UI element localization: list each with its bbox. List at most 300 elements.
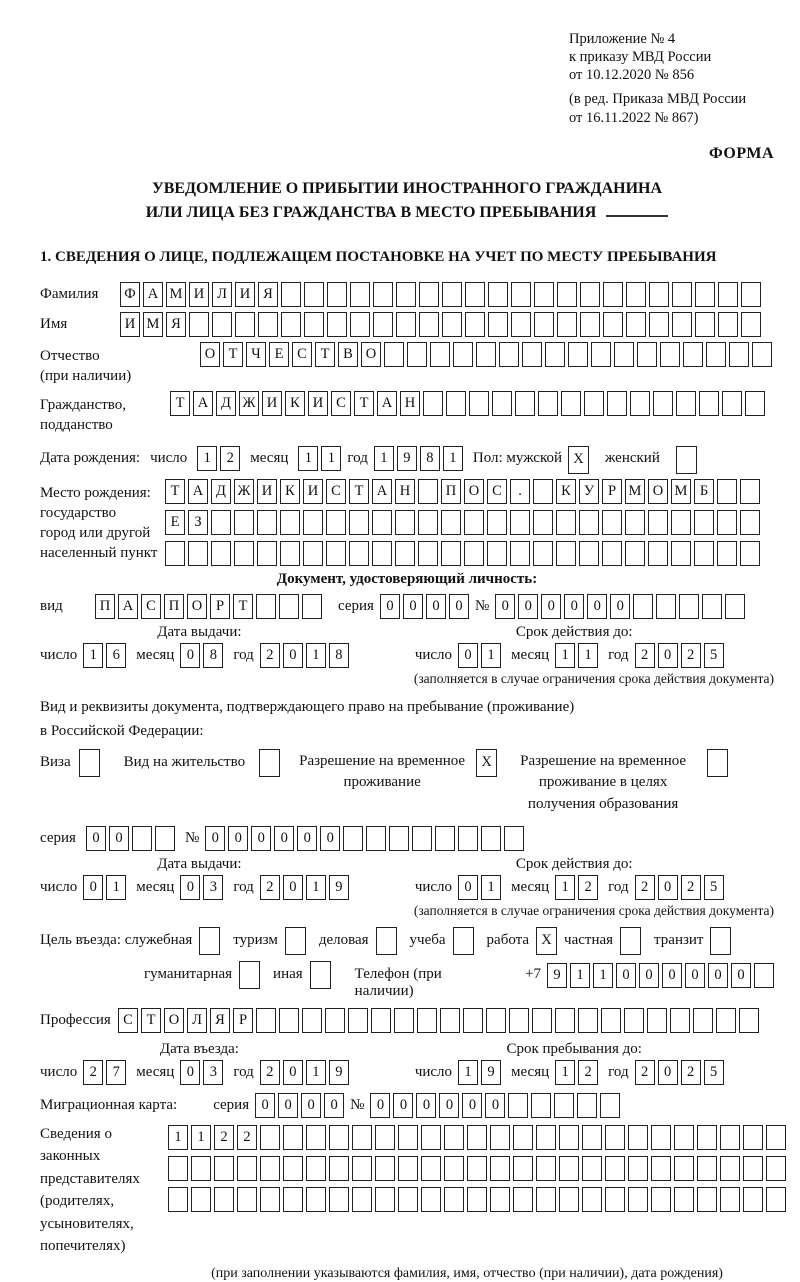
char-cell[interactable]: 0 (283, 643, 303, 668)
char-cell[interactable]: 0 (283, 1060, 303, 1085)
char-cell[interactable] (766, 1156, 786, 1181)
char-cell[interactable] (651, 1187, 671, 1212)
char-cell[interactable] (257, 510, 277, 535)
char-cell[interactable] (614, 342, 634, 367)
char-cell[interactable] (600, 1093, 620, 1118)
doc-valid-year-cells[interactable] (635, 643, 724, 668)
char-cell[interactable]: Д (211, 479, 231, 504)
char-cell[interactable] (533, 541, 553, 566)
char-cell[interactable] (329, 1125, 349, 1150)
visa-checkbox[interactable] (79, 749, 100, 777)
char-cell[interactable] (407, 342, 427, 367)
doc-type-cells[interactable] (95, 594, 322, 619)
char-cell[interactable] (580, 282, 600, 307)
char-cell[interactable] (509, 1008, 529, 1033)
char-cell[interactable]: Р (210, 594, 230, 619)
char-cell[interactable] (398, 1125, 418, 1150)
char-cell[interactable] (492, 391, 512, 416)
char-cell[interactable]: О (648, 479, 668, 504)
char-cell[interactable] (453, 342, 473, 367)
char-cell[interactable]: 1 (374, 446, 394, 471)
char-cell[interactable]: 0 (393, 1093, 413, 1118)
permit-issue-year-cells[interactable] (260, 875, 349, 900)
char-cell[interactable]: 9 (397, 446, 417, 471)
char-cell[interactable]: Д (216, 391, 236, 416)
char-cell[interactable]: 0 (639, 963, 659, 988)
char-cell[interactable] (513, 1187, 533, 1212)
char-cell[interactable] (584, 391, 604, 416)
char-cell[interactable] (421, 1187, 441, 1212)
char-cell[interactable] (647, 1008, 667, 1033)
char-cell[interactable] (211, 510, 231, 535)
char-cell[interactable] (706, 342, 726, 367)
char-cell[interactable] (679, 594, 699, 619)
char-cell[interactable]: 0 (255, 1093, 275, 1118)
char-cell[interactable] (754, 963, 774, 988)
profession-cells[interactable] (118, 1008, 759, 1033)
entry-month-cells[interactable] (180, 1060, 223, 1085)
char-cell[interactable]: 0 (205, 826, 225, 851)
char-cell[interactable]: С (292, 342, 312, 367)
char-cell[interactable] (235, 312, 255, 337)
doc-series-cells[interactable] (380, 594, 469, 619)
char-cell[interactable] (752, 342, 772, 367)
char-cell[interactable]: 0 (485, 1093, 505, 1118)
char-cell[interactable] (561, 391, 581, 416)
char-cell[interactable] (419, 312, 439, 337)
char-cell[interactable] (515, 391, 535, 416)
char-cell[interactable]: 3 (203, 875, 223, 900)
char-cell[interactable]: С (141, 594, 161, 619)
char-cell[interactable]: 2 (260, 643, 280, 668)
surname-cells[interactable] (120, 282, 761, 307)
char-cell[interactable]: 2 (681, 1060, 701, 1085)
char-cell[interactable] (371, 1008, 391, 1033)
char-cell[interactable] (555, 1008, 575, 1033)
char-cell[interactable] (191, 1187, 211, 1212)
char-cell[interactable] (582, 1125, 602, 1150)
char-cell[interactable] (508, 1093, 528, 1118)
permit-valid-month-cells[interactable] (555, 875, 598, 900)
phone-cells[interactable] (547, 963, 774, 988)
char-cell[interactable] (717, 541, 737, 566)
char-cell[interactable] (395, 510, 415, 535)
char-cell[interactable] (579, 510, 599, 535)
char-cell[interactable] (258, 312, 278, 337)
char-cell[interactable]: З (188, 510, 208, 535)
char-cell[interactable]: 1 (458, 1060, 478, 1085)
entry-year-cells[interactable] (260, 1060, 349, 1085)
char-cell[interactable]: М (671, 479, 691, 504)
char-cell[interactable]: Ж (234, 479, 254, 504)
char-cell[interactable] (444, 1156, 464, 1181)
char-cell[interactable] (212, 312, 232, 337)
char-cell[interactable]: Ч (246, 342, 266, 367)
char-cell[interactable]: 0 (658, 643, 678, 668)
char-cell[interactable] (580, 312, 600, 337)
char-cell[interactable] (720, 1156, 740, 1181)
char-cell[interactable] (189, 312, 209, 337)
char-cell[interactable] (741, 312, 761, 337)
char-cell[interactable] (676, 446, 697, 474)
char-cell[interactable] (533, 479, 553, 504)
char-cell[interactable] (486, 1008, 506, 1033)
doc-issue-month-cells[interactable] (180, 643, 223, 668)
char-cell[interactable] (304, 282, 324, 307)
char-cell[interactable] (155, 826, 175, 851)
char-cell[interactable] (603, 312, 623, 337)
char-cell[interactable] (720, 1125, 740, 1150)
char-cell[interactable] (384, 342, 404, 367)
char-cell[interactable] (628, 1156, 648, 1181)
char-cell[interactable] (602, 510, 622, 535)
char-cell[interactable] (522, 342, 542, 367)
char-cell[interactable]: Е (269, 342, 289, 367)
char-cell[interactable]: Т (354, 391, 374, 416)
char-cell[interactable]: Н (395, 479, 415, 504)
char-cell[interactable]: О (361, 342, 381, 367)
char-cell[interactable] (716, 1008, 736, 1033)
permit-issue-day-cells[interactable] (83, 875, 126, 900)
char-cell[interactable]: 0 (685, 963, 705, 988)
char-cell[interactable] (513, 1125, 533, 1150)
char-cell[interactable] (531, 1093, 551, 1118)
char-cell[interactable]: 0 (380, 594, 400, 619)
char-cell[interactable]: 0 (462, 1093, 482, 1118)
purpose-work-checkbox[interactable] (536, 927, 557, 955)
char-cell[interactable]: 1 (481, 643, 501, 668)
char-cell[interactable] (467, 1156, 487, 1181)
char-cell[interactable] (350, 282, 370, 307)
purpose-other-checkbox[interactable] (310, 961, 331, 989)
char-cell[interactable]: О (187, 594, 207, 619)
char-cell[interactable] (458, 826, 478, 851)
char-cell[interactable]: Ж (239, 391, 259, 416)
char-cell[interactable]: 1 (443, 446, 463, 471)
char-cell[interactable] (651, 1125, 671, 1150)
char-cell[interactable] (710, 927, 731, 955)
char-cell[interactable] (490, 1156, 510, 1181)
char-cell[interactable]: И (189, 282, 209, 307)
char-cell[interactable] (435, 826, 455, 851)
char-cell[interactable]: 0 (564, 594, 584, 619)
purpose-business-checkbox[interactable] (376, 927, 397, 955)
char-cell[interactable] (165, 541, 185, 566)
char-cell[interactable] (559, 1187, 579, 1212)
char-cell[interactable] (237, 1156, 257, 1181)
char-cell[interactable] (672, 312, 692, 337)
char-cell[interactable] (329, 1187, 349, 1212)
char-cell[interactable] (628, 1125, 648, 1150)
char-cell[interactable] (279, 1008, 299, 1033)
char-cell[interactable] (605, 1187, 625, 1212)
char-cell[interactable]: Т (165, 479, 185, 504)
representatives-row2-cells[interactable] (168, 1156, 786, 1181)
char-cell[interactable]: М (166, 282, 186, 307)
char-cell[interactable] (557, 282, 577, 307)
char-cell[interactable]: Т (349, 479, 369, 504)
char-cell[interactable]: 2 (681, 643, 701, 668)
char-cell[interactable]: 9 (329, 875, 349, 900)
char-cell[interactable]: 5 (704, 643, 724, 668)
char-cell[interactable] (626, 282, 646, 307)
char-cell[interactable] (695, 282, 715, 307)
char-cell[interactable] (191, 1156, 211, 1181)
char-cell[interactable]: О (164, 1008, 184, 1033)
char-cell[interactable] (329, 1156, 349, 1181)
char-cell[interactable] (306, 1156, 326, 1181)
char-cell[interactable] (306, 1187, 326, 1212)
char-cell[interactable] (743, 1156, 763, 1181)
char-cell[interactable] (366, 826, 386, 851)
char-cell[interactable]: 0 (251, 826, 271, 851)
char-cell[interactable] (695, 312, 715, 337)
char-cell[interactable] (718, 312, 738, 337)
char-cell[interactable]: 2 (83, 1060, 103, 1085)
char-cell[interactable] (568, 342, 588, 367)
char-cell[interactable] (394, 1008, 414, 1033)
residence-permit-checkbox[interactable] (259, 749, 280, 777)
char-cell[interactable]: И (120, 312, 140, 337)
char-cell[interactable] (743, 1125, 763, 1150)
char-cell[interactable] (743, 1187, 763, 1212)
char-cell[interactable] (538, 391, 558, 416)
char-cell[interactable]: 0 (180, 875, 200, 900)
char-cell[interactable]: . (510, 479, 530, 504)
char-cell[interactable]: 2 (578, 875, 598, 900)
char-cell[interactable] (577, 1093, 597, 1118)
char-cell[interactable] (446, 391, 466, 416)
char-cell[interactable]: 0 (416, 1093, 436, 1118)
char-cell[interactable]: Л (212, 282, 232, 307)
char-cell[interactable] (423, 391, 443, 416)
char-cell[interactable] (467, 1187, 487, 1212)
char-cell[interactable] (279, 594, 299, 619)
char-cell[interactable] (536, 1187, 556, 1212)
purpose-tourism-checkbox[interactable] (285, 927, 306, 955)
char-cell[interactable]: О (464, 479, 484, 504)
char-cell[interactable]: 0 (658, 875, 678, 900)
char-cell[interactable]: Я (258, 282, 278, 307)
char-cell[interactable] (694, 510, 714, 535)
char-cell[interactable] (633, 594, 653, 619)
char-cell[interactable] (168, 1156, 188, 1181)
char-cell[interactable]: 2 (214, 1125, 234, 1150)
char-cell[interactable]: Е (165, 510, 185, 535)
char-cell[interactable] (624, 1008, 644, 1033)
char-cell[interactable] (372, 510, 392, 535)
char-cell[interactable]: 0 (320, 826, 340, 851)
char-cell[interactable]: 1 (578, 643, 598, 668)
char-cell[interactable] (442, 312, 462, 337)
char-cell[interactable]: 0 (610, 594, 630, 619)
char-cell[interactable] (303, 541, 323, 566)
char-cell[interactable] (699, 391, 719, 416)
char-cell[interactable] (607, 391, 627, 416)
char-cell[interactable]: 5 (704, 1060, 724, 1085)
char-cell[interactable] (476, 342, 496, 367)
char-cell[interactable]: 9 (329, 1060, 349, 1085)
char-cell[interactable] (545, 342, 565, 367)
stay-month-cells[interactable] (555, 1060, 598, 1085)
char-cell[interactable]: А (188, 479, 208, 504)
patronymic-cells[interactable] (200, 342, 772, 367)
char-cell[interactable] (281, 282, 301, 307)
char-cell[interactable]: 0 (274, 826, 294, 851)
doc-valid-day-cells[interactable] (458, 643, 501, 668)
birth-place-row2-cells[interactable] (165, 510, 760, 535)
char-cell[interactable] (352, 1125, 372, 1150)
char-cell[interactable] (766, 1187, 786, 1212)
char-cell[interactable]: 2 (635, 875, 655, 900)
char-cell[interactable] (676, 391, 696, 416)
char-cell[interactable] (648, 510, 668, 535)
char-cell[interactable] (591, 342, 611, 367)
char-cell[interactable] (302, 1008, 322, 1033)
char-cell[interactable]: О (200, 342, 220, 367)
doc-issue-day-cells[interactable] (83, 643, 126, 668)
char-cell[interactable] (260, 1125, 280, 1150)
char-cell[interactable]: Т (223, 342, 243, 367)
char-cell[interactable] (718, 282, 738, 307)
birth-place-row1-cells[interactable] (165, 479, 760, 504)
char-cell[interactable] (256, 1008, 276, 1033)
char-cell[interactable]: 1 (168, 1125, 188, 1150)
char-cell[interactable]: Р (602, 479, 622, 504)
char-cell[interactable]: 0 (518, 594, 538, 619)
char-cell[interactable]: 0 (83, 875, 103, 900)
char-cell[interactable] (740, 541, 760, 566)
char-cell[interactable] (697, 1156, 717, 1181)
char-cell[interactable]: 2 (578, 1060, 598, 1085)
char-cell[interactable] (536, 1156, 556, 1181)
char-cell[interactable] (741, 282, 761, 307)
char-cell[interactable]: 1 (555, 1060, 575, 1085)
char-cell[interactable] (694, 541, 714, 566)
char-cell[interactable] (464, 510, 484, 535)
purpose-private-checkbox[interactable] (620, 927, 641, 955)
char-cell[interactable] (310, 961, 331, 989)
char-cell[interactable] (510, 541, 530, 566)
char-cell[interactable] (674, 1156, 694, 1181)
char-cell[interactable] (389, 826, 409, 851)
char-cell[interactable]: Ф (120, 282, 140, 307)
char-cell[interactable] (510, 510, 530, 535)
char-cell[interactable]: 0 (458, 875, 478, 900)
char-cell[interactable] (467, 1125, 487, 1150)
char-cell[interactable]: 0 (458, 643, 478, 668)
char-cell[interactable] (533, 510, 553, 535)
char-cell[interactable]: 0 (301, 1093, 321, 1118)
char-cell[interactable] (349, 510, 369, 535)
char-cell[interactable] (440, 1008, 460, 1033)
char-cell[interactable] (465, 312, 485, 337)
char-cell[interactable] (671, 510, 691, 535)
char-cell[interactable]: 1 (298, 446, 318, 471)
char-cell[interactable] (511, 312, 531, 337)
char-cell[interactable] (259, 749, 280, 777)
char-cell[interactable] (257, 541, 277, 566)
char-cell[interactable]: Я (166, 312, 186, 337)
char-cell[interactable] (211, 541, 231, 566)
char-cell[interactable] (327, 312, 347, 337)
char-cell[interactable] (79, 749, 100, 777)
char-cell[interactable]: 1 (555, 875, 575, 900)
char-cell[interactable] (532, 1008, 552, 1033)
char-cell[interactable] (199, 927, 220, 955)
char-cell[interactable] (283, 1125, 303, 1150)
char-cell[interactable]: Т (233, 594, 253, 619)
char-cell[interactable]: К (280, 479, 300, 504)
char-cell[interactable]: И (235, 282, 255, 307)
char-cell[interactable] (256, 594, 276, 619)
char-cell[interactable]: Я (210, 1008, 230, 1033)
char-cell[interactable] (637, 342, 657, 367)
permit-series-cells[interactable] (86, 826, 175, 851)
char-cell[interactable] (656, 594, 676, 619)
char-cell[interactable] (306, 1125, 326, 1150)
char-cell[interactable]: 1 (191, 1125, 211, 1150)
char-cell[interactable] (132, 826, 152, 851)
char-cell[interactable] (582, 1156, 602, 1181)
char-cell[interactable] (396, 282, 416, 307)
char-cell[interactable] (602, 541, 622, 566)
char-cell[interactable]: 0 (439, 1093, 459, 1118)
char-cell[interactable]: 0 (297, 826, 317, 851)
char-cell[interactable] (188, 541, 208, 566)
char-cell[interactable]: X (476, 749, 497, 777)
char-cell[interactable]: X (536, 927, 557, 955)
char-cell[interactable] (421, 1125, 441, 1150)
char-cell[interactable]: 0 (731, 963, 751, 988)
stay-day-cells[interactable] (458, 1060, 501, 1085)
char-cell[interactable]: Т (315, 342, 335, 367)
entry-day-cells[interactable] (83, 1060, 126, 1085)
char-cell[interactable] (487, 510, 507, 535)
char-cell[interactable] (260, 1156, 280, 1181)
migration-series-cells[interactable] (255, 1093, 344, 1118)
char-cell[interactable]: 0 (449, 594, 469, 619)
char-cell[interactable] (481, 826, 501, 851)
char-cell[interactable] (234, 510, 254, 535)
char-cell[interactable] (697, 1125, 717, 1150)
char-cell[interactable] (234, 541, 254, 566)
char-cell[interactable] (418, 541, 438, 566)
char-cell[interactable]: X (568, 446, 589, 474)
char-cell[interactable] (630, 391, 650, 416)
char-cell[interactable]: А (118, 594, 138, 619)
char-cell[interactable]: 0 (426, 594, 446, 619)
char-cell[interactable] (649, 282, 669, 307)
char-cell[interactable] (670, 1008, 690, 1033)
char-cell[interactable]: С (487, 479, 507, 504)
char-cell[interactable]: 0 (324, 1093, 344, 1118)
char-cell[interactable] (441, 541, 461, 566)
char-cell[interactable]: А (377, 391, 397, 416)
char-cell[interactable] (302, 594, 322, 619)
char-cell[interactable]: 0 (658, 1060, 678, 1085)
permit-valid-year-cells[interactable] (635, 875, 724, 900)
char-cell[interactable] (603, 282, 623, 307)
char-cell[interactable]: 6 (106, 643, 126, 668)
char-cell[interactable] (214, 1187, 234, 1212)
char-cell[interactable]: П (164, 594, 184, 619)
char-cell[interactable]: С (118, 1008, 138, 1033)
char-cell[interactable]: У (579, 479, 599, 504)
char-cell[interactable] (419, 282, 439, 307)
char-cell[interactable] (674, 1187, 694, 1212)
char-cell[interactable] (453, 927, 474, 955)
